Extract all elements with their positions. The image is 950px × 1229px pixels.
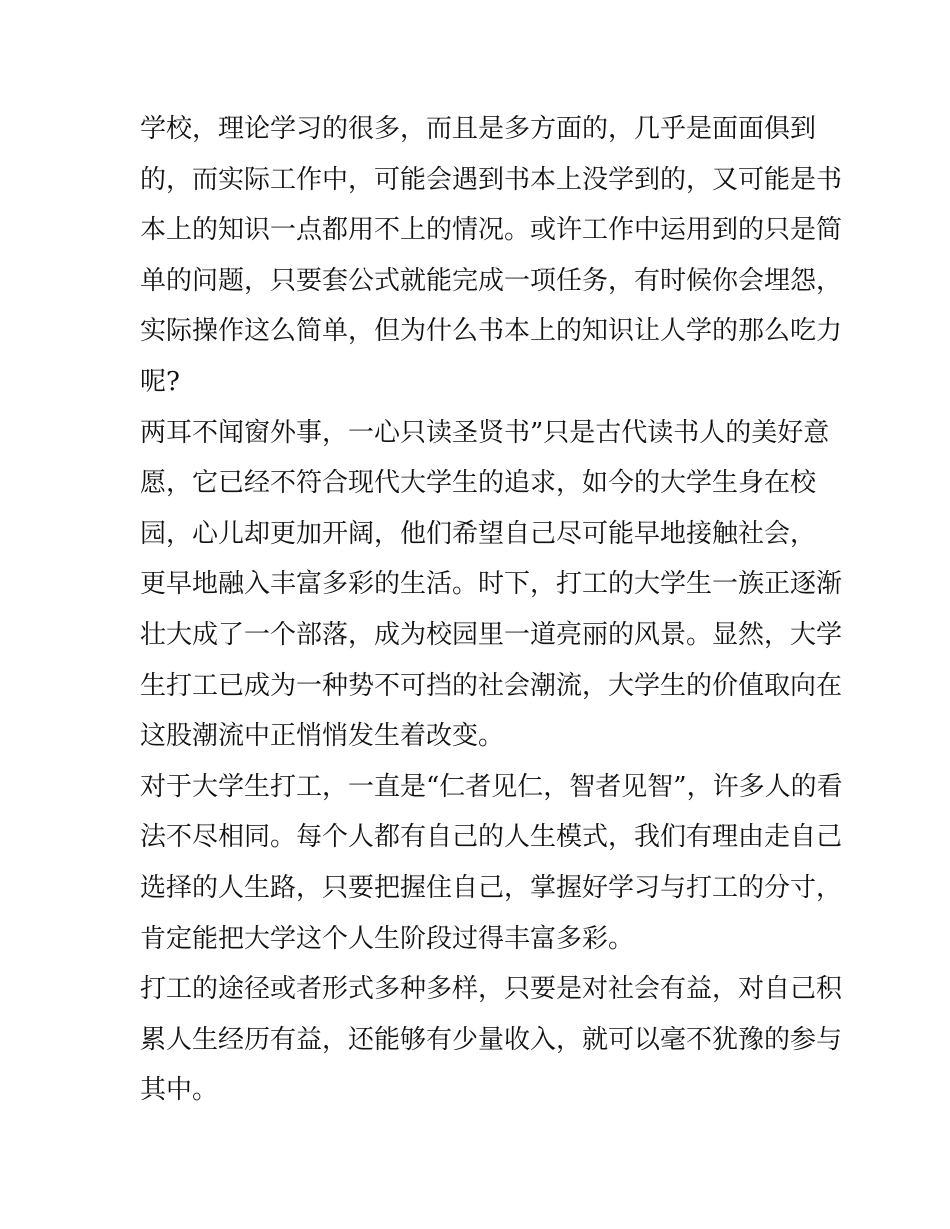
text-line: 壮大成了一个部落，成为校园里一道亮丽的风景。显然，大学 xyxy=(140,619,843,650)
text-line: 更早地融入丰富多彩的生活。时下，打工的大学生一族正逐渐 xyxy=(140,569,843,600)
body-text xyxy=(140,104,843,1116)
text-line: 这股潮流中正悄悄发生着改变。 xyxy=(140,721,505,752)
text-line: 选择的人生路，只要把握住自己，掌握好学习与打工的分寸， xyxy=(140,872,843,903)
text-line: 打工的途径或者形式多种多样，只要是对社会有益，对自己积 xyxy=(140,974,843,1005)
text-line: 学校，理论学习的很多，而且是多方面的，几乎是面面俱到 xyxy=(140,114,817,144)
text-line: 法不尽相同。每个人都有自己的人生模式，我们有理由走自己 xyxy=(140,822,843,853)
text-line: 的，而实际工作中，可能会遇到书本上没学到的，又可能是书 xyxy=(140,164,843,195)
text-line: 园，心儿却更加开阔，他们希望自己尽可能早地接触社会， xyxy=(140,518,817,549)
text-line: 呢? xyxy=(140,366,180,397)
text-line: 生打工已成为一种势不可挡的社会潮流，大学生的价值取向在 xyxy=(140,670,843,701)
text-line: 累人生经历有益，还能够有少量收入，就可以毫不犹豫的参与 xyxy=(140,1024,843,1055)
text-line: 肯定能把大学这个人生阶段过得丰富多彩。 xyxy=(140,923,635,954)
text-line: 愿，它已经不符合现代大学生的追求，如今的大学生身在校 xyxy=(140,468,817,499)
text-line: 其中。 xyxy=(140,1075,219,1106)
text-line: 对于大学生打工，一直是“仁者见仁，智者见智”，许多人的看 xyxy=(140,771,843,802)
text-line: 单的问题，只要套公式就能完成一项任务，有时候你会埋怨， xyxy=(140,265,843,296)
text-line: 两耳不闻窗外事，一心只读圣贤书”只是古代读书人的美好意 xyxy=(140,417,830,448)
text-line: 实际操作这么简单，但为什么书本上的知识让人学的那么吃力 xyxy=(140,316,843,347)
text-line: 本上的知识一点都用不上的情况。或许工作中运用到的只是简 xyxy=(140,215,843,246)
